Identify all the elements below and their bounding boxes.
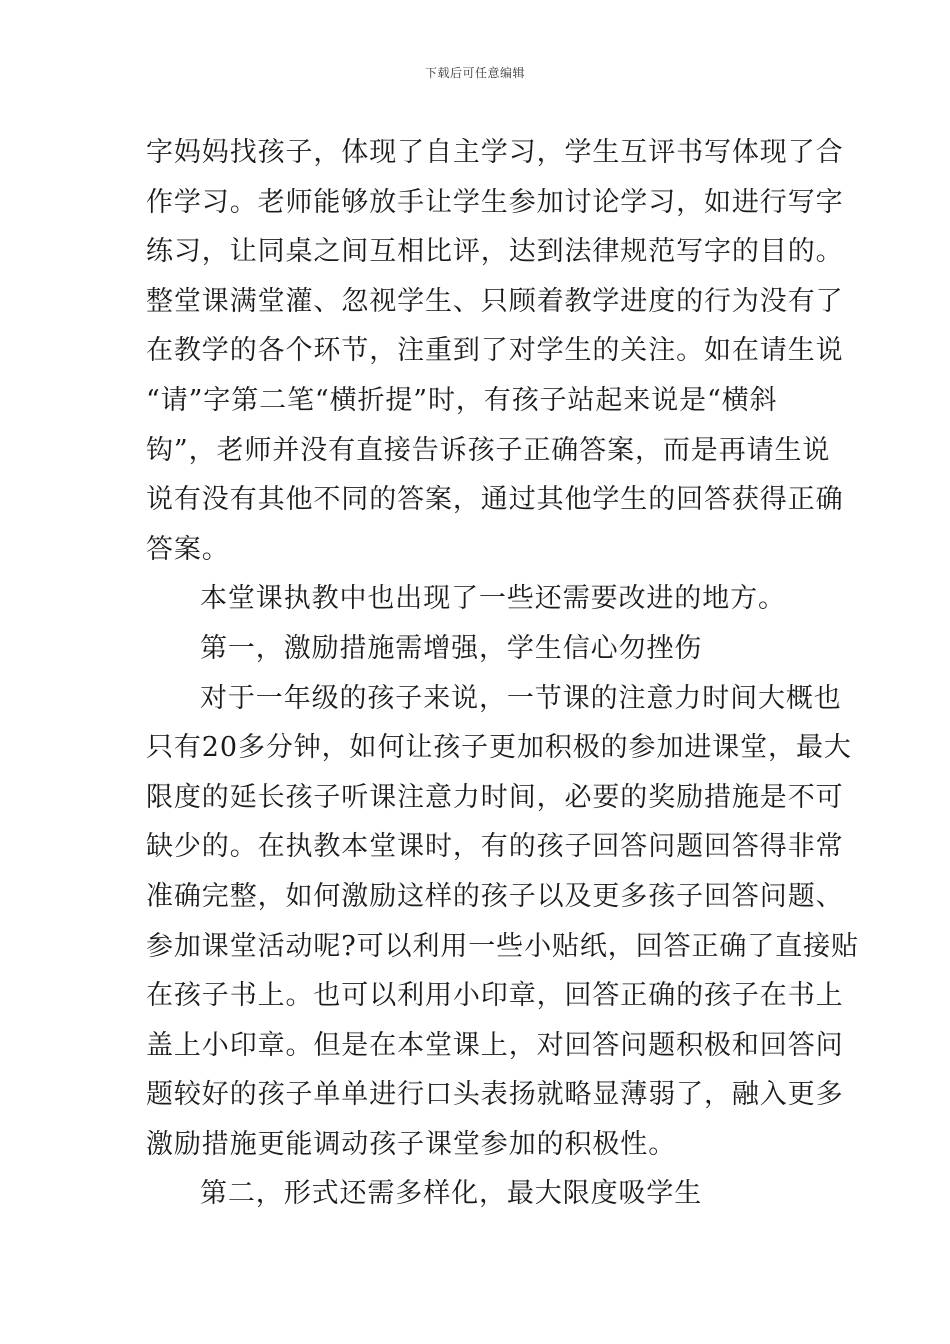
text-line: 盖上小印章。但是在本堂课上，对回答问题积极和回答问 xyxy=(146,1029,844,1061)
text-line: “请”字第二笔“横折提”时，有孩子站起来说是“横斜 xyxy=(146,384,778,416)
text-line: 参加课堂活动呢?可以利用一些小贴纸，回答正确了直接贴 xyxy=(146,930,859,962)
text-line: 第一，激励措施需增强，学生信心勿挫伤 xyxy=(200,632,703,664)
document-body xyxy=(146,128,859,1219)
text-line: 激励措施更能调动孩子课堂参加的积极性。 xyxy=(146,1128,677,1160)
page-header: 下载后可任意编辑 xyxy=(424,66,525,80)
text-line: 准确完整，如何激励这样的孩子以及更多孩子回答问题、 xyxy=(146,880,844,912)
text-line: 在孩子书上。也可以利用小印章，回答正确的孩子在书上 xyxy=(146,980,844,1012)
text-line: 钩”，老师并没有直接告诉孩子正确答案，而是再请生说 xyxy=(146,434,831,466)
text-line: 在教学的各个环节，注重到了对学生的关注。如在请生说 xyxy=(146,335,844,367)
text-line: 练习，让同桌之间互相比评，达到法律规范写字的目的。 xyxy=(146,236,844,268)
text-line: 对于一年级的孩子来说，一节课的注意力时间大概也 xyxy=(200,682,842,714)
text-line: 说有没有其他不同的答案，通过其他学生的回答获得正确 xyxy=(146,484,844,516)
text-line: 本堂课执教中也出现了一些还需要改进的地方。 xyxy=(200,583,786,615)
text-line: 题较好的孩子单单进行口头表扬就略显薄弱了，融入更多 xyxy=(146,1079,844,1111)
text-line: 作学习。老师能够放手让学生参加讨论学习，如进行写字 xyxy=(146,186,844,218)
text-line: 字妈妈找孩子，体现了自主学习，学生互评书写体现了合 xyxy=(146,137,844,168)
text-line: 限度的延长孩子听课注意力时间，必要的奖励措施是不可 xyxy=(146,781,844,813)
text-line: 答案。 xyxy=(146,533,230,565)
text-line: 第二，形式还需多样化，最大限度吸学生 xyxy=(200,1178,703,1210)
text-line: 只有20多分钟，如何让孩子更加积极的参加进课堂，最大 xyxy=(146,732,852,764)
text-line: 缺少的。在执教本堂课时，有的孩子回答问题回答得非常 xyxy=(146,831,844,863)
text-line: 整堂课满堂灌、忽视学生、只顾着教学进度的行为没有了 xyxy=(146,285,844,317)
